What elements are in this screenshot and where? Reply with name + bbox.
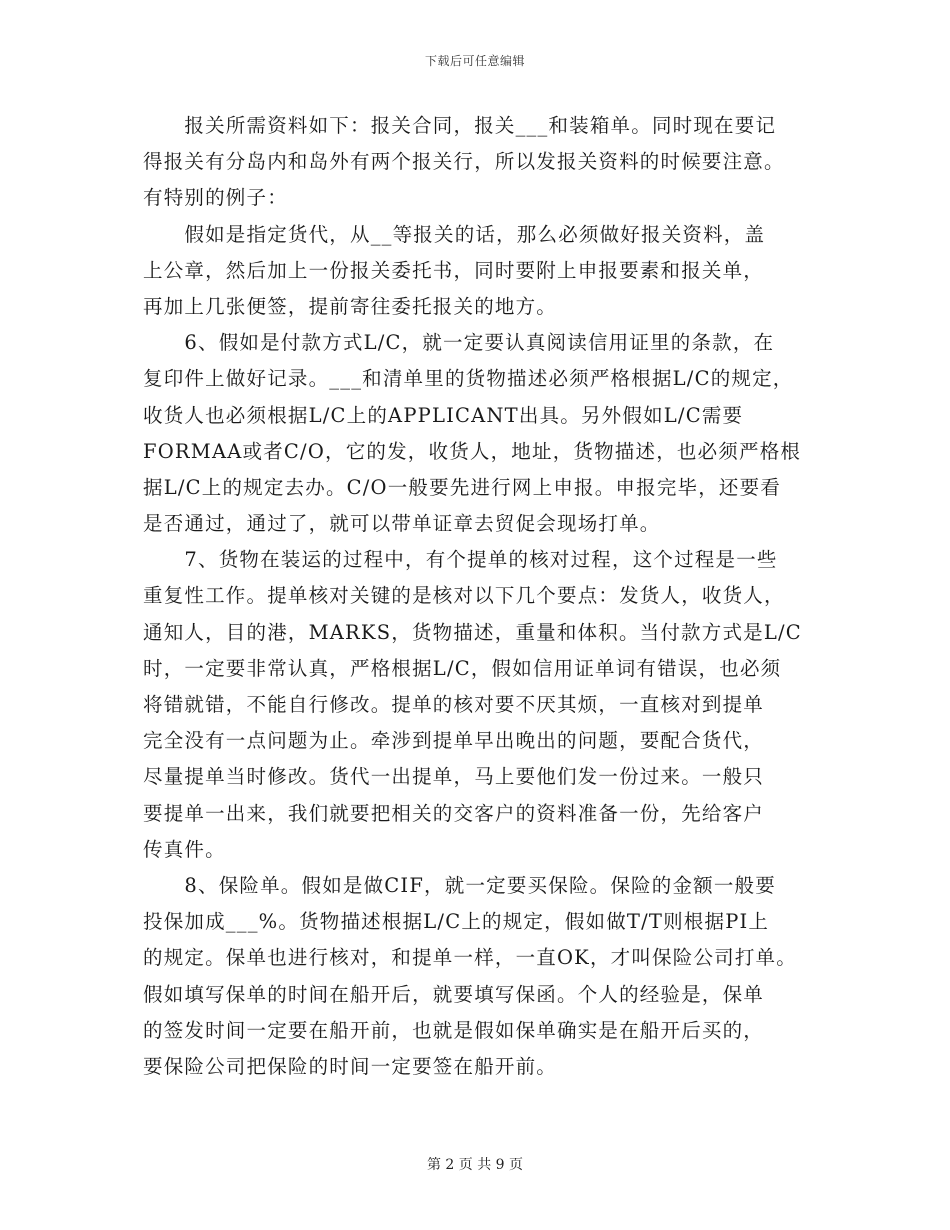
text-line: 报关所需资料如下：报关合同，报关___和装箱单。同时现在要记 <box>143 114 777 137</box>
text-line: 通知人，目的港，MARKS，货物描述，重量和体积。当付款方式是L/C <box>143 620 802 644</box>
text-line: 要提单一出来，我们就要把相关的交客户的资料准备一份，先给客户 <box>143 801 765 825</box>
text-line: 上公章，然后加上一份报关委托书，同时要附上申报要素和报关单， <box>143 258 765 282</box>
text-line: 投保加成___%。货物描述根据L/C上的规定，假如做T/T则根据PI上 <box>143 910 770 934</box>
text-line: 收货人也必须根据L/C上的APPLICANT出具。另外假如L/C需要 <box>143 403 744 427</box>
text-line: FORMAA或者C/O，它的发，收货人，地址，货物描述，也必须严格根 <box>143 439 802 463</box>
text-line: 有特别的例子： <box>143 186 288 210</box>
text-line: 再加上几张便签，提前寄往委托报关的地方。 <box>143 294 558 318</box>
page-number: 第 2 页 共 9 页 <box>426 1157 524 1173</box>
text-line: 的规定。保单也进行核对，和提单一样，一直OK，才叫保险公司打单。 <box>143 946 797 970</box>
text-line: 7、货物在装运的过程中，有个提单的核对过程，这个过程是一些 <box>143 548 778 572</box>
text-line: 复印件上做好记录。___和清单里的货物描述必须严格根据L/C的规定， <box>143 367 794 391</box>
text-line: 6、假如是付款方式L/C，就一定要认真阅读信用证里的条款，在 <box>143 331 775 355</box>
text-line: 重复性工作。提单核对关键的是核对以下几个要点：发货人，收货人， <box>143 584 785 608</box>
text-line: 传真件。 <box>143 837 226 861</box>
text-line: 的签发时间一定要在船开前，也就是假如保单确实是在船开后买的， <box>143 1018 765 1042</box>
text-line: 尽量提单当时修改。货代一出提单，马上要他们发一份过来。一般只 <box>143 765 765 789</box>
text-line: 据L/C上的规定去办。C/O一般要先进行网上申报。申报完毕，还要看 <box>143 475 782 499</box>
text-line: 假如填写保单的时间在船开后，就要填写保函。个人的经验是，保单 <box>143 982 765 1006</box>
text-line: 得报关有分岛内和岛外有两个报关行，所以发报关资料的时候要注意。 <box>143 150 785 174</box>
document-body <box>143 108 813 1085</box>
text-line: 假如是指定货代，从__等报关的话，那么必须做好报关资料，盖 <box>143 222 766 246</box>
page-header: 下载后可任意编辑 <box>424 54 525 68</box>
text-line: 完全没有一点问题为止。牵涉到提单早出晚出的问题，要配合货代， <box>143 729 765 753</box>
text-line: 时，一定要非常认真，严格根据L/C，假如信用证单词有错误，也必须 <box>143 656 782 680</box>
text-line: 8、保险单。假如是做CIF，就一定要买保险。保险的金额一般要 <box>143 873 776 897</box>
text-line: 是否通过，通过了，就可以带单证章去贸促会现场打单。 <box>143 512 661 536</box>
text-line: 要保险公司把保险的时间一定要签在船开前。 <box>143 1054 558 1078</box>
text-line: 将错就错，不能自行修改。提单的核对要不厌其烦，一直核对到提单 <box>143 693 765 716</box>
